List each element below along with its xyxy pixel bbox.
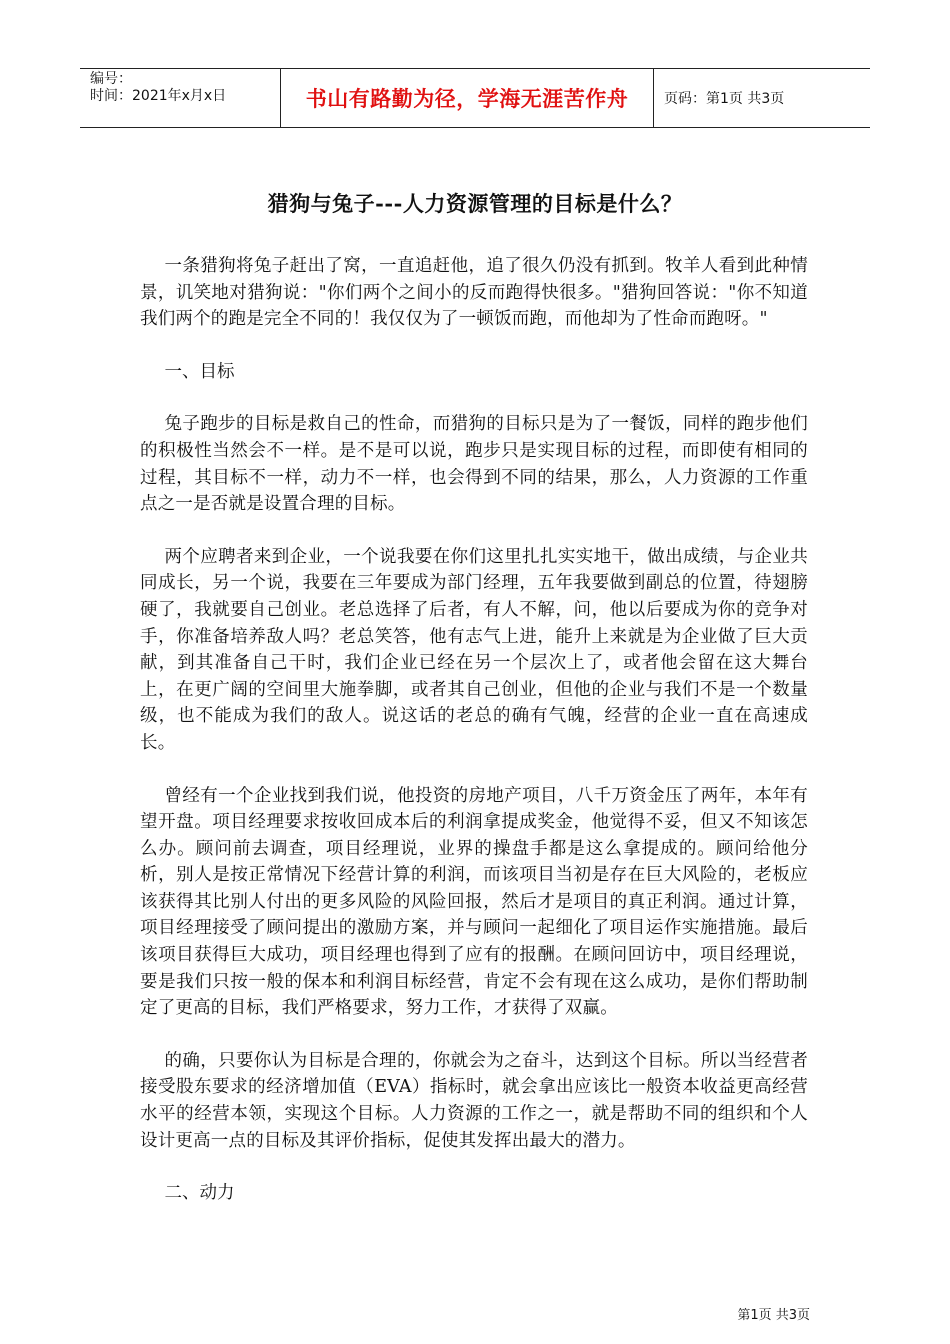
document-body (140, 253, 808, 1233)
paragraph-goal-2: 两个应聘者来到企业，一个说我要在你们这里扎扎实实地干，做出成绩，与企业共同成长，另一个说，我要在三年要成为部门经理，五年我要做到副总的位置，待翅膀硬了，我就要自己创业。老总选择了后者，有人不解，问，他以后要成为你的竞争对手，你准备培养敌人吗？老总笑答，他有志气上进，能升上来就是为企业做了巨大贡献，到其准备自己干时，我们企业已经在另一个层次上了，或者他会留在这大舞台上，在更广阔的空间里大施拳脚，或者其自己创业，但他的企业与我们不是一个数量级，也不能成为我们的敌人。说这话的老总的确有气魄，经营的企业一直在高速成长。 (140, 546, 808, 753)
page-footer: 第1页 共3页 (737, 1308, 810, 1323)
document-title: 猎狗与兔子---人力资源管理的目标是什么？ (267, 191, 683, 216)
paragraph-goal-4: 的确，只要你认为目标是合理的，你就会为之奋斗，达到这个目标。所以当经营者接受股东要求的经济增加值（EVA）指标时，就会拿出应该比一般资本收益更高经营水平的经营本领，实现这个目标。人力资源的工作之一，就是帮助不同的组织和个人设计更高一点的目标及其评价指标，促使其发挥出最大的潜力。 (140, 1050, 808, 1151)
number-label: 编号： (90, 71, 132, 87)
paragraph-intro: 一条猎狗将兔子赶出了窝，一直追赶他，追了很久仍没有抓到。牧羊人看到此种情景，讥笑地对猎狗说："你们两个之间小的反而跑得快很多。"猎狗回答说："你不知道我们两个的跑是完全不同的！我仅仅为了一顿饭而跑，而他却为了性命而跑呀。" (140, 256, 808, 330)
paragraph-goal-3: 曾经有一个企业找到我们说，他投资的房地产项目，八千万资金压了两年，本年有望开盘。项目经理要求按收回成本后的利润拿提成奖金，他觉得不妥，但又不知该怎么办。顾问前去调查，项目经理说，业界的操盘手都是这么拿提成的。顾问给他分析，别人是按正常情况下经营计算的利润，而该项目当初是存在巨大风险的，老板应该获得其比别人付出的更多风险的风险回报，然后才是项目的真正利润。通过计算，项目经理接受了顾问提出的激励方案，并与顾问一起细化了项目运作实施措施。最后该项目获得巨大成功，项目经理也得到了应有的报酬。在顾问回访中，项目经理说，要是我们只按一般的保本和利润目标经营，肯定不会有现在这么成功，是你们帮助制定了更高的目标，我们严格要求，努力工作，才获得了双赢。 (140, 785, 808, 1019)
section-heading-motivation: 二、动力 (164, 1183, 235, 1204)
section-heading-goal: 一、目标 (164, 361, 235, 382)
date-label: 时间：2021年x月x日 (90, 88, 227, 104)
header-page-label: 页码：第1页 共3页 (664, 91, 785, 107)
header-meta (80, 69, 281, 127)
page-header (80, 68, 870, 128)
header-motto: 书山有路勤为径，学海无涯苦作舟 (281, 69, 654, 127)
paragraph-goal-1: 兔子跑步的目标是救自己的性命，而猎狗的目标只是为了一餐饭，同样的跑步他们的积极性当然会不一样。是不是可以说，跑步只是实现目标的过程，而即使有相同的过程，其目标不一样，动力不一样，也会得到不同的结果，那么，人力资源的工作重点之一是否就是设置合理的目标。 (140, 414, 808, 515)
